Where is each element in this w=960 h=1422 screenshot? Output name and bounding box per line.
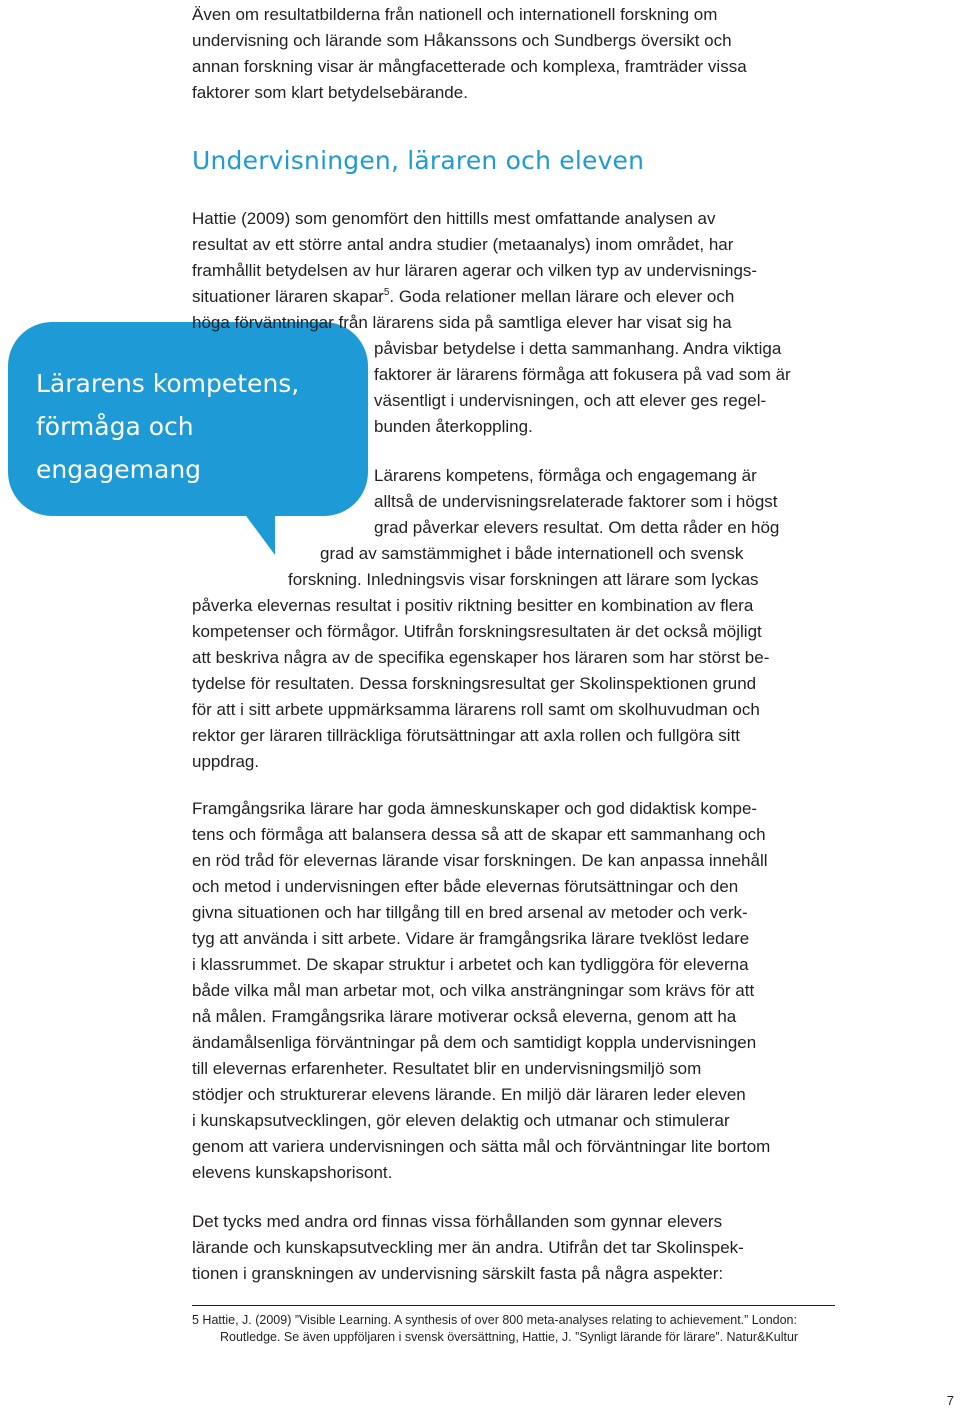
body-line [192, 284, 734, 310]
body-line: lärande och kunskapsutveckling mer än andra. Utifrån det tar Skolinspek- [192, 1238, 744, 1257]
body-line: att beskriva några av de specifika egenskaper hos läraren som har störst be- [192, 648, 770, 667]
footnote-divider [192, 1305, 835, 1306]
body-line: tionen i granskningen av undervisning särskilt fasta på några aspekter: [192, 1264, 724, 1283]
body-text: . Goda relationer mellan lärare och elever och [389, 287, 735, 306]
body-line: framhållit betydelsen av hur läraren agerar och vilken typ av undervisnings- [192, 261, 758, 280]
body-line: genom att variera undervisningen och sätta mål och förväntningar lite bortom [192, 1137, 771, 1156]
body-line: resultat av ett större antal andra studier (metaanalys) inom området, har [192, 235, 734, 254]
body-line: grad påverkar elevers resultat. Om detta råder en hög [374, 518, 780, 537]
body-line: påvisbar betydelse i detta sammanhang. Andra viktiga [374, 339, 782, 358]
body-line: höga förväntningar från lärarens sida på samtliga elever har visat sig ha [192, 313, 732, 332]
footnote-line: Routledge. Se även uppföljaren i svensk översättning, Hattie, J. ”Synligt lärande för lärare”. Natur&Kultur [220, 1330, 799, 1344]
intro-line: annan forskning visar är mångfacetterade och komplexa, framträder vissa [192, 57, 747, 76]
intro-line: Även om resultatbilderna från nationell och internationell forskning om [192, 5, 718, 24]
body-line: tens och förmåga att balansera dessa så att de skapar ett sammanhang och [192, 825, 766, 844]
body-line: i klassrummet. De skapar struktur i arbetet och kan tydliggöra för eleverna [192, 955, 749, 974]
body-line: Det tycks med andra ord finnas vissa förhållanden som gynnar elevers [192, 1212, 723, 1231]
intro-line: faktorer som klart betydelsebärande. [192, 83, 468, 102]
body-line: tyg att använda i sitt arbete. Vidare är framgångsrika lärare tveklöst ledare [192, 929, 750, 948]
body-line: i kunskapsutvecklingen, gör eleven delaktig och utmanar och stimulerar [192, 1111, 730, 1130]
section-heading: Undervisningen, läraren och eleven [192, 146, 645, 175]
body-line: Framgångsrika lärare har goda ämneskunskaper och god didaktisk kompe- [192, 799, 758, 818]
body-line: till elevernas erfarenheter. Resultatet blir en undervisningsmiljö som [192, 1059, 702, 1078]
body-line: faktorer är lärarens förmåga att fokusera på vad som är [374, 365, 791, 384]
body-line: tydelse för resultaten. Dessa forskningsresultat ger Skolinspektionen grund [192, 674, 757, 693]
body-line: givna situationen och har tillgång till en bred arsenal av metoder och verk- [192, 903, 748, 922]
body-line: påverka elevernas resultat i positiv riktning besitter en kombination av flera [192, 596, 754, 615]
body-line: kompetenser och förmågor. Utifrån forskningsresultaten är det också möjligt [192, 622, 762, 641]
body-line: stödjer och strukturerar elevens lärande. En miljö där läraren leder eleven [192, 1085, 746, 1104]
body-line: och metod i undervisningen efter både elevernas förutsättningar och den [192, 877, 739, 896]
body-line: nå målen. Framgångsrika lärare motiverar också eleverna, genom att ha [192, 1007, 737, 1026]
body-text: situationer läraren skapar [192, 287, 384, 306]
body-line: en röd tråd för elevernas lärande visar forskningen. De kan anpassa innehåll [192, 851, 768, 870]
footnote-reference: 5 [383, 287, 390, 298]
callout-line: förmåga och [36, 412, 194, 441]
body-line: väsentligt i undervisningen, och att elever ges regel- [374, 391, 767, 410]
callout-text [36, 362, 299, 491]
body-line: ändamålsenliga förväntningar på dem och samtidigt koppla undervisningen [192, 1033, 757, 1052]
body-line: grad av samstämmighet i både internationell och svensk [320, 544, 744, 563]
page-number: 7 [946, 1393, 954, 1408]
callout-line: engagemang [36, 455, 202, 484]
body-line: Hattie (2009) som genomfört den hittills mest omfattande analysen av [192, 209, 716, 228]
body-line: för att i sitt arbete uppmärksamma lärarens roll samt om skolhuvudman och [192, 700, 760, 719]
body-line: Lärarens kompetens, förmåga och engagemang är [374, 466, 757, 485]
body-line: rektor ger läraren tillräckliga förutsättningar att axla rollen och fullgöra sitt [192, 726, 741, 745]
body-line: forskning. Inledningsvis visar forskningen att lärare som lyckas [288, 570, 759, 589]
body-line: elevens kunskapshorisont. [192, 1163, 393, 1182]
callout-line: Lärarens kompetens, [36, 369, 300, 398]
body-line: uppdrag. [192, 752, 260, 771]
body-line: alltså de undervisningsrelaterade faktorer som i högst [374, 492, 778, 511]
body-line: bunden återkoppling. [374, 417, 533, 436]
intro-line: undervisning och lärande som Håkanssons och Sundbergs översikt och [192, 31, 732, 50]
body-line: både vilka mål man arbetar mot, och vilka ansträngningar som krävs för att [192, 981, 755, 1000]
footnote-line: 5 Hattie, J. (2009) ”Visible Learning. A synthesis of over 800 meta-analyses relating to achievement.” London: [192, 1313, 797, 1327]
